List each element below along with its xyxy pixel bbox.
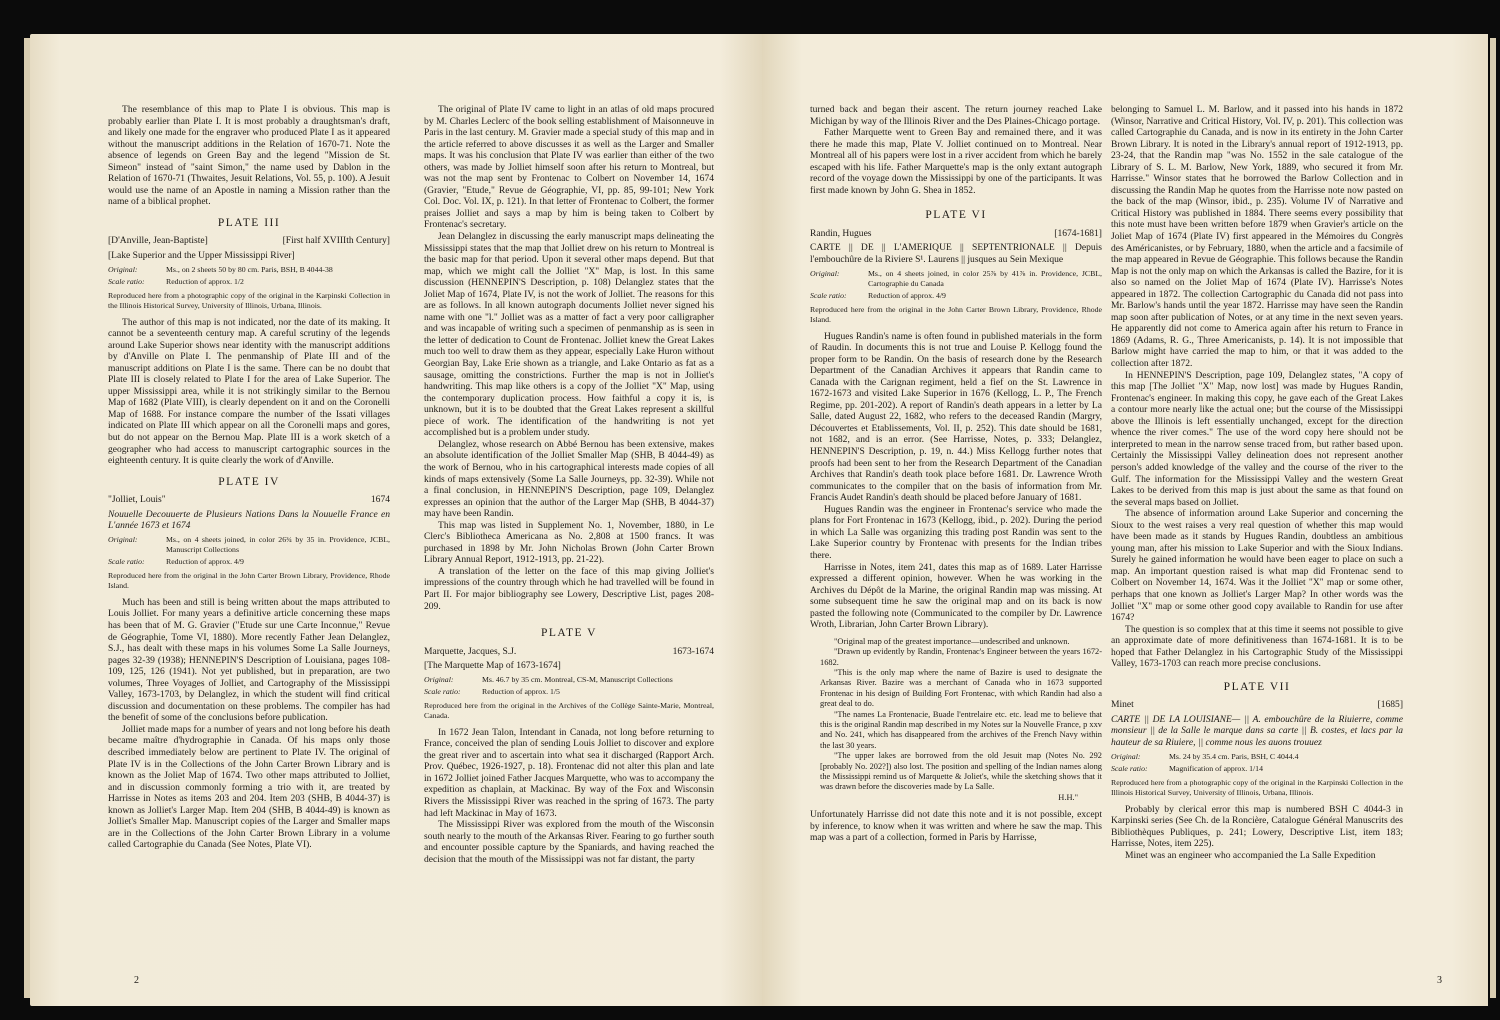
scale-value: Magnification of approx. 1/14 (1169, 763, 1263, 773)
plate-7-body-2: Minet was an engineer who accompanied the La Salle Expedition (1125, 849, 1376, 861)
plate-4-reproduced: Reproduced here from the original in the John Carter Brown Library, Providence, Rhode Island. (108, 570, 390, 590)
plate-4-scale (108, 557, 390, 567)
scale-label: Scale ratio: (108, 556, 145, 566)
original-label: Original: (1111, 751, 1141, 761)
original-label: Original: (108, 264, 138, 274)
plate-5-body-2: The Mississippi River was explored from the mouth of the Wisconsin south nearly to the mouth of the Arkansas River. Fearing to go further south and encounter possible capture by the Spaniards, and having reached the decision that the mouth of the Mississippi was not far distant, the party (424, 819, 714, 865)
plate-5-scale (424, 687, 714, 697)
plate-6-reproduced: Reproduced here from the original in the John Carter Brown Library, Providence, Rhode Island. (810, 304, 1102, 324)
plate-7-date: [1685] (1377, 699, 1403, 711)
plate-7-scale (1111, 764, 1403, 774)
plate-7-heading: PLATE VII (1223, 680, 1291, 693)
plate-6-cont-4: The question is so complex that at this time it seems not possible to give an approximate date of more definitiveness than 1674-1681. It is to be hoped that Father Delanglez in his Cartographic Study of the Mississippi Valley, 1673-1703 can reach more precise conclusions. (1111, 623, 1403, 670)
harrisse-note-3: "This is the only map where the name of Bazire is used to designate the Arkansas River. Bazire was a merchant of Canada who in 1673 supported Frontenac in his design of Building Fort Frontenac, with which Randin had also a great deal to do. (820, 668, 1102, 709)
plate-5-author: Marquette, Jacques, S.J. (424, 645, 517, 657)
plate-4-body-2: Jolliet made maps for a number of years and not long before his death became maître d'hydrographie in Canada. Of his maps only those described immediately below are pertinent to Plate IV. The original of Plate IV is in the Collections of the John Carter Brown Library and is known as the Joliet Map of 1674. Two other maps attributed to Jolliet, and in discussion commonly forming a trio with it, are treated by Harrisse in Notes as items 203 and 204. Item 203 (SHB, B 4044-37) is known as Jolliet's Larger Map. Item 204 (SHB, B 4044-49) is known as Jolliet's Smaller Map. Manuscript copies of the Larger and Smaller maps are in the Collections of the John Carter Brown Library in a volume called Cartographie du Canada (See Notes, Plate VI). (108, 723, 390, 851)
plate-7-reproduced: Reproduced here from a photographic copy of the original in the Karpinski Collection in the Illinois Historical Survey, University of Illinois, Urbana, Illinois. (1111, 777, 1403, 797)
plate-7-author: Minet (1111, 699, 1134, 711)
original-value: Ms., on 2 sheets 50 by 80 cm. Paris, BSH, B 4044-38 (166, 264, 333, 274)
plate-4-heading: PLATE IV (218, 475, 280, 488)
plate-6-date: [1674-1681] (1054, 227, 1102, 239)
plate-6-author: Randin, Hugues (810, 227, 872, 239)
page-number-right: 3 (1437, 975, 1442, 986)
plate-3-date: [First half XVIIIth Century] (282, 235, 390, 247)
plate-4-cont-3: Delanglez, whose research on Abbé Bernou has been extensive, makes an absolute identification of the Jolliet Smaller Map (SHB, B 4044-49) as the work of Bernou, who in his cartographical interests made copies of all kinds of maps extensively (Some La Salle Journeys, pp. 32-39). While not a final conclusion, in HENNEPIN'S Description, page 109, Delanglez expresses an opinion that the author of the Larger Map (SHB, B 4044-37) may have been Randin. (424, 438, 714, 520)
plate-3-body: The author of this map is not indicated, nor the date of its making. It cannot be a seventeenth century map. A careful scrutiny of the legends around Lake Superior shows near identity with the manuscript additions by d'Anville on Plate I. The penmanship of Plate III and of the manuscript additions on Plate I is the same. There can be no doubt that Plate III is closely related to Plate I for the area of Lake Superior. The upper Mississippi area, while it is not strikingly similar to the Bernou Map of 1682 (Plate VIII), is clearly dependent on it and on the Coronelli Map of 1688. For instance compare the number of the Issati villages indicated on Plate III which appear on all the Coronelli maps and gores, but do not appear on the Bernou Map. Plate III is a work sketch of a geographer who had access to manuscript cartographic sources in the eighteenth century. It is quite clearly the work of d'Anville. (108, 316, 390, 467)
plate-4-cont-1: The original of Plate IV came to light in an atlas of old maps procured by M. Charles Leclerc of the book selling establishment of Maisonneuve in Paris in the last century. M. Gravier made a special study of this map and in the article referred to above discusses it as well as the Larger and Smaller maps. It was his conclusion that Plate IV was earlier than either of the two others, was made by Jolliet himself soon after his return to Montreal, but was not the map sent by Frontenac to Colbert on November 14, 1674 (Gravier, "Etude," Revue de Géographie, VI, pp. 85, 99-101; New York Col. Doc. Vol. IX, p. 121). In that letter of Frontenac to Colbert, the former praises Jolliet and says a map by him is being taken to Colbert by Frontenac's secretary. (424, 104, 714, 231)
plate-3-reproduced: Reproduced here from a photographic copy of the original in the Karpinski Collection in the Illinois Historical Survey, University of Illinois, Urbana, Illinois. (108, 290, 390, 310)
plate-5-reproduced: Reproduced here from the original in the Archives of the Collège Sainte-Marie, Montreal, Canada. (424, 700, 714, 720)
left-column-2 (424, 104, 714, 865)
plate-4-original (108, 535, 390, 555)
plate-6-author-row (810, 228, 1102, 240)
scale-value: Reduction of approx. 4/9 (868, 290, 946, 300)
scale-label: Scale ratio: (424, 686, 461, 696)
plate-5-title (424, 660, 714, 672)
original-value: Ms. 46.7 by 35 cm. Montreal, CS-M, Manuscript Collections (482, 674, 673, 684)
plate-5-heading: PLATE V (541, 627, 597, 640)
original-value: Ms., on 4 sheets joined, in color 25⅞ by 41⅞ in. Providence, JCBL, Cartographie du Canada (868, 268, 1102, 288)
plate-4-cont-5: A translation of the letter on the face of this map giving Jolliet's impressions of the country through which he had travelled will be found in Part II. For major bibliography see Lowery, Descriptive List, pages 208-209. (424, 565, 714, 612)
left-column-1 (108, 104, 390, 851)
plate-7-title: CARTE || DE LA LOUISIANE— || A. embouchûre de la Riuierre, comme monsieur || de la Salle le marque dans sa carte || B. costes, et lacs par la hauteur de sa Riuiere, || comme nous les auons trouuez (1111, 713, 1403, 748)
harrisse-note-2: "Drawn up evidently by Randin, Frontenac's Engineer between the years 1672-1682. (820, 647, 1102, 667)
plate-6-scale (810, 291, 1102, 301)
right-column-1 (810, 104, 1102, 844)
scale-value: Reduction of approx. 1/5 (482, 686, 560, 696)
original-value: Ms., on 4 sheets joined, in color 26¾ by 35 in. Providence, JCBL, Manuscript Collections (166, 534, 390, 554)
scale-value: Reduction of approx. 4/9 (166, 556, 244, 566)
plate-3-title-text: [Lake Superior and the Upper Mississippi River] (108, 250, 295, 262)
plate-4-body-1: Much has been and still is being written about the maps attributed to Louis Jolliet. For many years a definitive article concerning these maps has been that of M. G. Gravier ("Etude sur une Carte Inconnue," Revue de Géographie, Tome VI, 1880). More recently Father Jean Delanglez, S.J., has dealt with these maps in his volumes Some La Salle Journeys, pages 32-39 (1938); HENNEPIN'S Description of Louisiana, pages 108-109, 125, 126 (1941). Not yet published, but in preparation, are two volumes, Three Voyages of Jolliet, and Cartography of the Mississippi Valley, 1673-1703, by Delanglez, in which the student will find critical discussion and documentation on these problems. The compiler has had the benefit of some of the conclusions before publication. (108, 596, 390, 724)
plate-3-author: [D'Anville, Jean-Baptiste] (108, 235, 208, 247)
plate-6-cont-3: The absence of information around Lake Superior and concerning the Sioux to the west raises a very real question of whether this map would have been made as it stands by Hugues Randin, doubtless an ambitious young man, after his mission to Lake Superior and with the Sioux Indians. Surely he gained information he would have been eager to place on such a map. An important question raised is what map did Frontenac send to Colbert on November 14, 1674. Was it the Jolliet "X" map or some other, perhaps that one known as Jolliet's Larger Map? In other words was the Jolliet "X" map or some other good copy available to Randin for use after 1674? (1111, 508, 1403, 624)
original-label: Original: (108, 534, 138, 544)
plate-4-cont-2: Jean Delanglez in discussing the early manuscript maps delineating the Mississippi states that the map that Jolliet drew on his return to Montreal is the basic map for that period. Upon it several other maps depend. But that map, which we might call the Jolliet "X" Map, is lost. In this same discussion (HENNEPIN'S Description, p. 108) Delanglez states that the Joliet Map of 1674, Plate IV, is not the work of Jolliet. The reasons for this are as follows. In all known autograph documents Jolliet never signed his name with one "l." Jolliet was as a matter of fact a very poor calligrapher and was incapable of writing such a specimen of penmanship as is seen in the letter of dedication to Count de Frontenac. Jolliet knew the Great Lakes much too well to draw them as they appear, especially Lake Huron without Georgian Bay, Lake Erie shown as a triangle, and Lake Ontario as fat as a sausage, omitting the constrictions. Further the map is not in Jolliet's handwriting. This map like others is a copy of the Jolliet "X" Map, using the contemporary duplication process. How faithful a copy it is, is unknown, but it is to be doubted that the Great Lakes represent a skillful piece of work. The identification of the handwriting is not yet accomplished but is a problem under study. (424, 231, 714, 439)
plate-6-body-4: Unfortunately Harrisse did not date this note and it is not possible, except by inference, to know when it was written and where he saw the map. This map was a part of a collection, formed in Paris by Harrisse, (810, 809, 1102, 844)
plate-6-cont-1: belonging to Samuel L. M. Barlow, and it passed into his hands in 1872 (Winsor, Narrative and Critical History, Vol. IV, p. 201). This collection was called Cartographie du Canada, and is now in its entirety in the John Carter Brown Library. It is noted in the Library's annual report of 1912-1913, pp. 23-24, that the Randin map "was No. 1552 in the sale catalogue of the Library of S. L. M. Barlow, New York, 1889, who secured it from Mr. Harrisse." Winsor states that he borrowed the Barlow Collection and in discussing the Randin Map he quotes from the Harrisse note now pasted on the back of the map (Winsor, ibid., p. 235). Volume IV of Narrative and Critical History was published in 1884. There seems every possibility that this note must have been written before 1879 when Gravier's article on the Joliet Map of 1674 (Plate IV) first appeared in the Mémoires du Congrès des Américanistes, or by February, 1880, when the article and a facsimile of the map appeared in Revue de Géographie. This follows because the Randin Map is not the only map on which the Arkansas is called the Bazire, for it is also so named on the Joliet Map of 1674 (Plate IV). Harrisse's Notes appeared in 1872. The collection Cartographic du Canada did not pass into Mr. Barlow's hands until the year 1872. Harrisse may have seen the Randin map soon after publication of Notes, or at any time in the next seven years. He apparently did not come to America again after his return to France in 1869 (Adams, R. G., Three Americanists, p. 14). It is not impossible that Barlow might have carried the map to him, or that it was added to the collection after 1872. (1111, 104, 1403, 370)
page-number-left: 2 (134, 975, 139, 986)
right-column-2 (1111, 104, 1403, 861)
original-label: Original: (424, 674, 454, 684)
plate-3-title (108, 250, 390, 262)
plate-6-cont-2: In HENNEPIN'S Description, page 109, Delanglez states, "A copy of this map [The Jolliet "X" Map, now lost] was made by Hugues Randin, Frontenac's engineer. In making this copy, he gave each of the Great Lakes a contour more nearly like the actual one; but the course of the Mississippi above the Illinois is left essentially unchanged, except for the direction whence the river comes." The use of the word copy here should not be interpreted to mean in the narrow sense traced from, but rather based upon. Certainly the Mississippi Valley delineation does not represent another person's added knowledge of the valley and the course of the river to the Gulf. The information for the Mississippi Valley and the western Great Lakes to be derived from this map is just about the same as that found on the several maps based on Jolliet. (1111, 369, 1403, 508)
plate-7-author-row (1111, 699, 1403, 711)
harrisse-note-4: "The names La Frontenacie, Buade l'entrelaire etc. etc. lead me to believe that this is the original Randin map described in my Notes sur la Nouvelle France, p xxv and No. 241, which has disappeared from the archives of the French Navy within the last 30 years. (820, 709, 1102, 750)
plate-4-date: 1674 (370, 494, 390, 506)
plate-5-cont-2: Father Marquette went to Green Bay and remained there, and it was there he made this map, Plate V. Jolliet continued on to Montreal. Near Montreal all of his papers were lost in a river accident from which he barely escaped with his life. Father Marquette's map is the only extant autograph record of the voyage down the Mississippi by one of the participants. It was first made known by John G. Shea in 1852. (810, 127, 1102, 196)
plate-3-heading: PLATE III (217, 216, 281, 229)
intro-paragraph: The resemblance of this map to Plate I is obvious. This map is probably earlier than Plate I. It is most probably a draughtsman's draft, and likely one made for the engraver who produced Plate I as it appeared without the manuscript additions in the Relation of 1670-71. Note the absence of legends on Green Bay and the legend "Mission de St. Simeon" instead of "saint Simon," the name used by Dablon in the Relation of 1670-71 (Thwaites, Jesuit Relations, Vol. 55, p. 100). A Jesuit would use the name of an Apostle in naming a Mission rather than the name of a biblical prophet. (108, 104, 390, 208)
plate-6-original (810, 269, 1102, 289)
harrisse-note-5: "The upper lakes are borrowed from the old Jesuit map (Notes No. 292 [probably No. 202?]) also lost. The position and spelling of the Indian names along the Mississippi remind us of Marquette & Joliet's, while the sketching shows that it was drawn before the discoveries made by La Salle. (820, 751, 1102, 792)
plate-3-author-row (108, 235, 390, 247)
left-page (30, 34, 762, 1006)
plate-5-body-1: In 1672 Jean Talon, Intendant in Canada, not long before returning to France, conceived the plan of sending Louis Jolliet to discover and explore the great river and to ascertain into what sea it discharged (Rapport Arch. Prov. Québec, 1926-1927, p. 18). Frontenac did not alter this plan and late in 1672 Jolliet joined Father Jacques Marquette, who was to accompany the expedition as chaplain, at Mackinac. By way of the Fox and Wisconsin Rivers the Mississippi River was reached in the spring of 1673. The party had left Mackinac in May of 1673. (424, 726, 714, 819)
right-page (762, 34, 1488, 1006)
plate-4-title: Nouuelle Decouuerte de Plusieurs Nations Dans la Nouuelle France en L'année 1673 et 1674 (108, 508, 390, 532)
plate-3-original (108, 265, 390, 275)
plate-4-cont-4: This map was listed in Supplement No. 1, November, 1880, in Le Clerc's Bibliotheca Americana as No. 2,808 at 1500 francs. It was purchased in 1898 by Mr. John Nicholas Brown (John Carter Brown Library Annual Report, 1912-1913, pp. 21-22). (424, 519, 714, 566)
harrisse-note-1: "Original map of the greatest importance—undescribed and unknown. (834, 636, 1070, 646)
plate-5-original (424, 675, 714, 685)
scale-label: Scale ratio: (108, 276, 145, 286)
harrisse-signature: H.H." (1058, 792, 1078, 802)
plate-5-title-text: [The Marquette Map of 1673-1674] (424, 660, 561, 672)
scale-label: Scale ratio: (1111, 763, 1148, 773)
plate-5-date: 1673-1674 (672, 645, 714, 657)
plate-6-body-2: Hugues Randin was the engineer in Frontenac's service who made the plans for Fort Frontenac in 1673 (Kellogg, ibid., p. 202). During the period in which La Salle was organizing this trading post Randin was sent to the Lake Superior country by Frontenac with presents for the Indian tribes there. (810, 503, 1102, 561)
plate-3-scale (108, 277, 390, 287)
plate-6-title: CARTE || DE || L'AMERIQUE || SEPTENTRIONALE || Depuis l'embouchûre de la Riviere S¹. Laurens || jusques au Sein Mexique (810, 242, 1102, 266)
original-label: Original: (810, 268, 840, 278)
plate-6-heading: PLATE VI (925, 209, 987, 222)
scale-label: Scale ratio: (810, 290, 847, 300)
plate-7-original (1111, 752, 1403, 762)
plate-7-body-1: Probably by clerical error this map is numbered BSH C 4044-3 in Karpinski series (See Ch. de la Roncière, Catalogue Général Manuscrits des Bibliothèques Publiques, p. 241; Lowery, Descriptive List, item 183; Harrisse, Notes, item 225). (1111, 803, 1403, 850)
scale-value: Reduction of approx. 1/2 (166, 276, 244, 286)
original-value: Ms. 24 by 35.4 cm. Paris, BSH, C 4044.4 (1169, 751, 1299, 761)
plate-4-author-row (108, 494, 390, 506)
plate-5-cont-1: turned back and began their ascent. The return journey reached Lake Michigan by way of the Illinois River and the Des Plaines-Chicago portage. (810, 104, 1102, 127)
plate-6-body-3: Harrisse in Notes, item 241, dates this map as of 1689. Later Harrisse expressed a different opinion, however. When he was working in the Archives du Dépôt de la Marine, the original Randin map was missing. At some subsequent time he saw the original map and on its back is now pasted the following note (Communicated to the compiler by Dr. Lawrence Wroth, Librarian, John Carter Brown Library). (810, 561, 1102, 631)
plate-6-body-1: Hugues Randin's name is often found in published materials in the form of Raudin. In documents this is not true and Louise P. Kellogg found the proper form to be Randin. On the basis of research done by the Research Department of the Canadian Archives it appears that Randin came to Canada with the Carignan regiment, held a fief on the St. Lawrence in 1672-1673 and visited Lake Superior in 1676 (Kellogg, L. P., The French Regime, pp. 201-202). A report of Randin's death appears in a letter by La Salle, dated August 22, 1682, who refers to the deceased Randin (Margry, Découvertes et Etablissements, Vol. II, p. 252). This date should be 1681, not 1682, and is an error. (See Harrisse, Notes, p. 333; Delanglez, HENNEPIN'S Description, p. 19, n. 44.) Miss Kellogg further notes that proofs had been sent to her from the Research Department of the Canadian Archives that Randin's death took place before 1681. Dr. Lawrence Wroth communicates to the compiler that on the basis of information from Mr. Francis Audet Randin's death should be placed before January of 1681. (810, 330, 1102, 504)
plate-5-author-row (424, 646, 714, 658)
plate-4-author: "Jolliet, Louis" (108, 494, 166, 506)
